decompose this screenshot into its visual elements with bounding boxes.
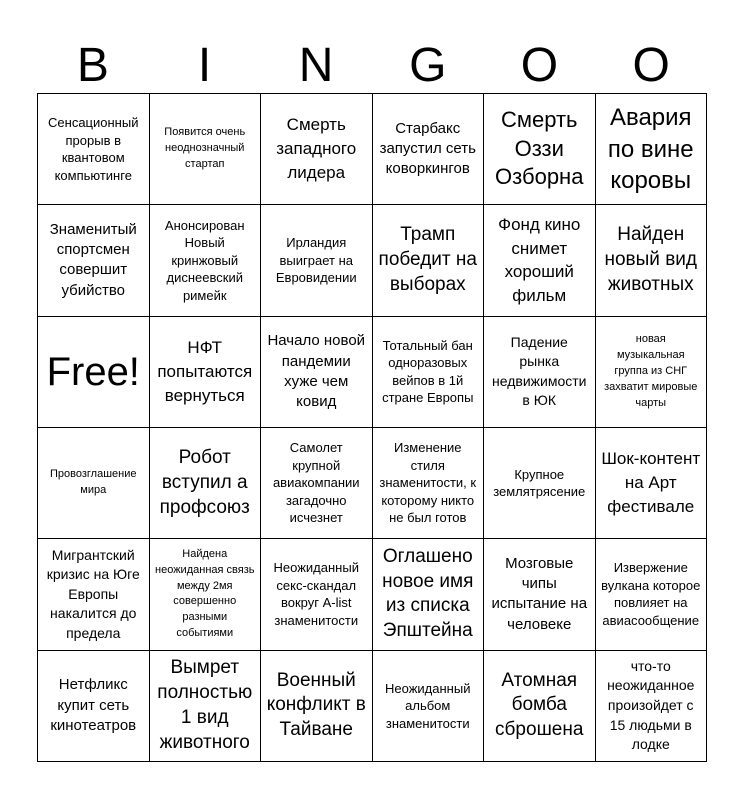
bingo-cell[interactable]: Ирландия выиграет на Евровидении [261, 205, 373, 316]
bingo-cell[interactable]: Робот вступил а профсоюз [150, 428, 262, 539]
header-letter: G [409, 39, 447, 92]
header-letter: B [76, 39, 109, 92]
bingo-cell[interactable]: Атомная бомба сброшена [484, 651, 596, 762]
bingo-cell[interactable]: Военный конфликт в Тайване [261, 651, 373, 762]
bingo-cell[interactable]: Знаменитый спортсмен совершит убийство [38, 205, 150, 316]
header-letter: N [298, 39, 334, 92]
header-letter: I [197, 39, 212, 92]
bingo-cell[interactable]: Шок-контент на Арт фестивале [596, 428, 708, 539]
bingo-cell[interactable]: Смерть Оззи Озборна [484, 94, 596, 205]
bingo-cell[interactable]: Падение рынка недвижимости в ЮК [484, 317, 596, 428]
bingo-cell[interactable]: Смерть западного лидера [261, 94, 373, 205]
bingo-cell[interactable]: Оглашено новое имя из списка Эпштейна [373, 539, 485, 650]
bingo-cell[interactable]: Вымрет полностью 1 вид животного [150, 651, 262, 762]
bingo-cell[interactable]: Фонд кино снимет хороший фильм [484, 205, 596, 316]
bingo-cell[interactable]: Сенсационный прорыв в квантовом компьютинге [38, 94, 150, 205]
bingo-grid [37, 93, 707, 762]
bingo-cell[interactable]: новая музыкальная группа из СНГ захватит мировые чарты [596, 317, 708, 428]
bingo-cell[interactable]: Изменение стиля знаменитости, к которому никто не был готов [373, 428, 485, 539]
bingo-cell[interactable]: что-то неожиданное произойдет с 15 людьми в лодке [596, 651, 708, 762]
bingo-cell[interactable]: Найдена неожиданная связь между 2мя совершенно разными событиями [150, 539, 262, 650]
bingo-cell[interactable]: Старбакс запустил сеть коворкингов [373, 94, 485, 205]
header-letter: O [520, 39, 559, 92]
bingo-cell[interactable]: Неожиданный альбом знаменитости [373, 651, 485, 762]
bingo-cell[interactable]: Авария по вине коровы [596, 94, 708, 205]
bingo-cell[interactable]: Тотальный бан одноразовых вейпов в 1й стране Европы [373, 317, 485, 428]
bingo-cell[interactable]: Неожиданный секс-скандал вокруг A-list знаменитости [261, 539, 373, 650]
bingo-cell[interactable]: Появится очень неоднозначный стартап [150, 94, 262, 205]
bingo-cell[interactable]: Найден новый вид животных [596, 205, 708, 316]
bingo-cell[interactable]: Трамп победит на выборах [373, 205, 485, 316]
bingo-cell[interactable]: Начало новой пандемии хуже чем ковид [261, 317, 373, 428]
bingo-cell[interactable]: Анонсирован Новый кринжовый диснеевский римейк [150, 205, 262, 316]
free-space-cell[interactable]: Free! [38, 317, 150, 428]
bingo-cell[interactable]: Нетфликс купит сеть кинотеатров [38, 651, 150, 762]
bingo-cell[interactable]: Мозговые чипы испытание на человеке [484, 539, 596, 650]
bingo-cell[interactable]: Крупное землятрясение [484, 428, 596, 539]
bingo-header [37, 38, 707, 94]
bingo-cell[interactable]: Извержение вулкана которое повлияет на авиасообщение [596, 539, 708, 650]
bingo-cell[interactable]: Самолет крупной авиакомпании загадочно исчезнет [261, 428, 373, 539]
header-letter: O [632, 39, 670, 92]
bingo-cell[interactable]: Провозглашение мира [38, 428, 150, 539]
bingo-cell[interactable]: Мигрантский кризис на Юге Европы накалится до предела [38, 539, 150, 650]
bingo-cell[interactable]: НФТ попытаются вернуться [150, 317, 262, 428]
